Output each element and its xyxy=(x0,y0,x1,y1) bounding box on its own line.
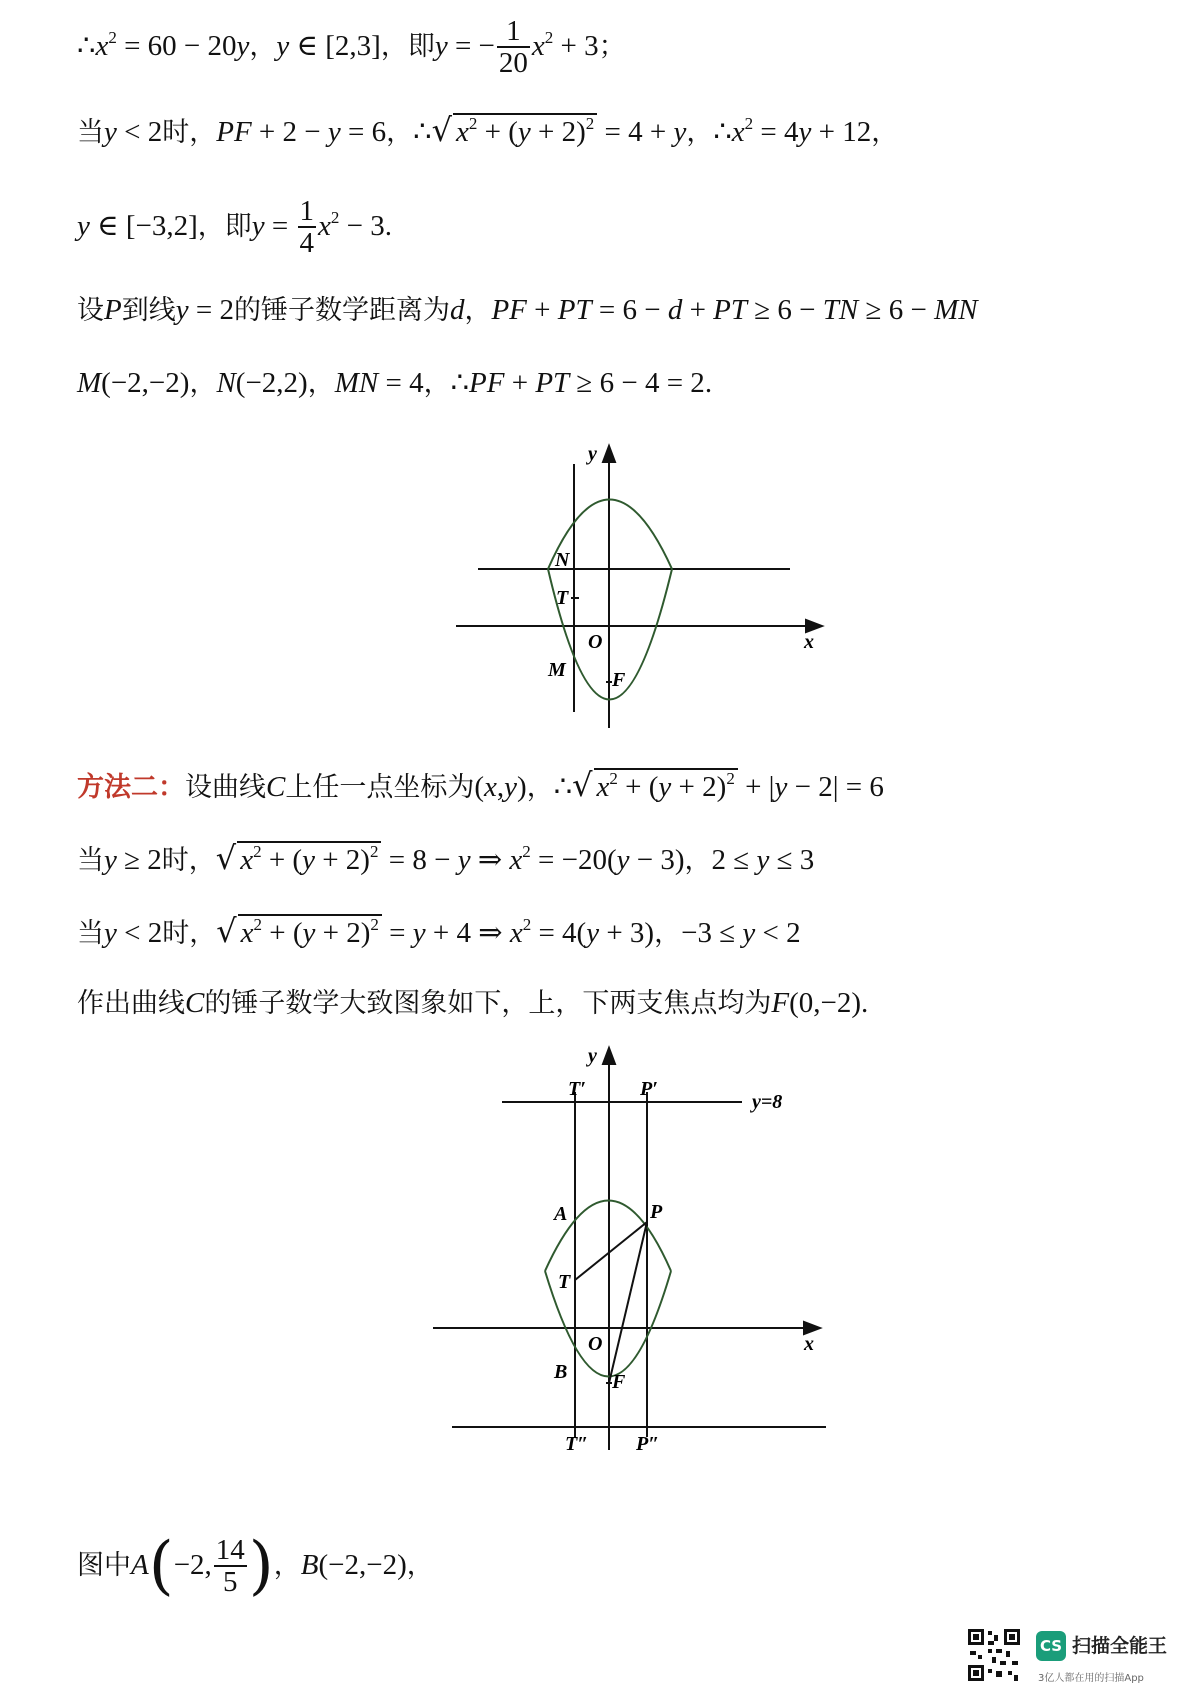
exponent: 2 xyxy=(253,915,262,934)
var-y: y xyxy=(434,30,448,62)
qr-code-icon xyxy=(966,1627,1022,1683)
fig2-label-a: A xyxy=(554,1203,568,1225)
expr: ≥ 6 − 4 = 2 xyxy=(569,367,705,399)
fig2-label-t-prime: T′ xyxy=(568,1078,586,1100)
var-y: y xyxy=(327,116,341,148)
expr: − 3) xyxy=(629,844,685,876)
var-x: x xyxy=(484,771,497,803)
coord: (−2,2) xyxy=(235,367,308,399)
period: . xyxy=(860,987,869,1019)
expr: = 8 − xyxy=(381,844,458,876)
period: . xyxy=(704,367,713,399)
denominator: 5 xyxy=(223,1566,238,1598)
exponent: 2 xyxy=(369,842,379,861)
paren-open: ( xyxy=(148,1529,174,1603)
var-c: C xyxy=(185,987,205,1019)
var-x: x xyxy=(455,116,469,148)
fig1-label-t: T xyxy=(556,587,569,609)
sqrt-sign: √ xyxy=(216,912,237,950)
var-y: y xyxy=(175,294,189,326)
expr: + 2) xyxy=(530,116,586,148)
var-mn: MN xyxy=(334,367,379,399)
therefore-symbol: ∴ xyxy=(413,116,432,148)
exponent: 2 xyxy=(744,114,754,133)
text: 上任一点坐标为 xyxy=(285,772,475,803)
expr: = −20( xyxy=(530,844,617,876)
var-y: y xyxy=(586,917,600,949)
text: 的锤子数学大致图象如下，上，下两支焦点均为 xyxy=(204,988,772,1019)
var-x: x xyxy=(509,844,523,876)
sqrt-sign: √ xyxy=(572,766,593,804)
sqrt-sign: √ xyxy=(215,839,237,877)
var-y: y xyxy=(302,844,315,876)
math-line-10 xyxy=(77,1529,434,1603)
comma: ， xyxy=(423,368,451,399)
var-a: A xyxy=(131,1549,149,1581)
exponent: 2 xyxy=(468,114,478,133)
var-c: C xyxy=(266,771,286,803)
expr: + ( xyxy=(261,844,303,876)
var-pt: PT xyxy=(535,367,570,399)
therefore-symbol: ∴ xyxy=(450,367,470,399)
var-tn: TN xyxy=(822,294,859,326)
exponent: 2 xyxy=(522,842,531,861)
expr: + 4 xyxy=(425,917,471,949)
text-shi: 时， xyxy=(161,845,216,876)
exponent: 2 xyxy=(726,769,735,788)
comma: ， xyxy=(686,117,714,148)
expr: ≤ 3 xyxy=(769,844,815,876)
cs-logo-icon: CS xyxy=(1036,1631,1066,1661)
var-x: x xyxy=(240,844,254,876)
text-dang: 当 xyxy=(77,845,104,876)
expr: −2, xyxy=(173,1549,212,1581)
expr: = 6 xyxy=(340,116,387,148)
var-y: y xyxy=(774,771,788,803)
fig1-label-x: x xyxy=(804,631,814,653)
fig1-label-f: F xyxy=(612,669,626,691)
fig1-label-y: y xyxy=(588,443,597,465)
var-y: y xyxy=(742,917,756,949)
exponent: 2 xyxy=(253,842,262,861)
expr: ≥ 2 xyxy=(116,844,162,876)
text-shi: 时， xyxy=(162,117,217,148)
var-d: d xyxy=(449,294,465,326)
fig1-label-m: M xyxy=(548,659,566,681)
var-x: x xyxy=(509,917,523,949)
expr: + | xyxy=(737,771,775,803)
var-x: x xyxy=(240,917,254,949)
therefore-symbol: ∴ xyxy=(713,116,732,148)
text-dao: 到线 xyxy=(121,295,176,326)
expr: = 4 xyxy=(378,367,424,399)
comma: ， xyxy=(307,368,335,399)
expr: = 4( xyxy=(531,917,587,949)
expr: + 2) xyxy=(671,771,727,803)
comma: ， xyxy=(406,1550,434,1581)
expr: = 60 − 20 xyxy=(116,30,237,62)
expr: = 4 xyxy=(753,116,799,148)
text: 图中 xyxy=(77,1550,131,1581)
var-y: y xyxy=(673,116,687,148)
expr: + xyxy=(526,294,558,326)
fig2-label-f: F xyxy=(612,1371,626,1393)
fig2-label-o: O xyxy=(588,1333,603,1355)
expr: = xyxy=(264,210,296,242)
numerator: 14 xyxy=(215,1534,245,1566)
implies: ⇒ xyxy=(470,844,510,876)
comma: , xyxy=(496,771,505,803)
var-pf: PF xyxy=(469,367,505,399)
var-mn: MN xyxy=(934,294,978,326)
exponent: 2 xyxy=(108,28,117,47)
expr: < 2 xyxy=(755,917,801,949)
app-name: 扫描全能王 xyxy=(1072,1635,1168,1657)
var-y: y xyxy=(457,844,471,876)
coord: (−2,−2) xyxy=(318,1549,407,1581)
therefore-symbol: ∴ xyxy=(77,30,96,62)
var-x: x xyxy=(318,210,331,242)
var-y: y xyxy=(302,917,316,949)
text-ji: ，即 xyxy=(197,211,252,242)
expr: ≥ 6 − xyxy=(747,294,823,326)
expr: + 2) xyxy=(314,844,370,876)
var-y: y xyxy=(616,844,630,876)
exponent: 2 xyxy=(544,28,554,47)
fig2-label-p: P xyxy=(650,1201,663,1223)
paren-close: ) xyxy=(248,1529,274,1603)
fig2-label-x: x xyxy=(804,1333,814,1355)
comma: ， xyxy=(526,772,554,803)
var-pf: PF xyxy=(491,294,527,326)
numerator: 1 xyxy=(299,195,314,227)
comma: ， xyxy=(654,918,682,949)
expr: + 3) xyxy=(599,917,655,949)
expr: < 2 xyxy=(116,116,163,148)
comma: ， xyxy=(273,1550,301,1581)
interval: ∈ [−3,2] xyxy=(89,210,198,242)
numerator: 1 xyxy=(497,16,530,48)
expr: ≥ 6 − xyxy=(858,294,935,326)
var-y: y xyxy=(798,116,812,148)
fig1-label-n: N xyxy=(555,549,570,571)
expr: + 2) xyxy=(315,917,371,949)
text: 作出曲线 xyxy=(77,988,185,1019)
sqrt-sign: √ xyxy=(431,111,452,149)
interval: ∈ [2,3] xyxy=(289,30,381,62)
fig2-label-y8: y=8 xyxy=(752,1091,783,1113)
text-shi: 时， xyxy=(162,918,217,949)
paren: ) xyxy=(517,771,527,803)
fig2-label-y: y xyxy=(588,1045,597,1067)
text-dang: 当 xyxy=(77,918,104,949)
expr: + 3 xyxy=(553,30,599,62)
expr: = 2 xyxy=(188,294,234,326)
expr: + ( xyxy=(477,116,518,148)
coord: (0,−2) xyxy=(789,987,861,1019)
var-y: y xyxy=(412,917,426,949)
comma: ， xyxy=(189,368,217,399)
var-p: P xyxy=(104,294,122,326)
semicolon: ； xyxy=(598,31,626,62)
expr: + 2 − xyxy=(251,116,328,148)
expr: − 2| = 6 xyxy=(787,771,884,803)
comma: ， xyxy=(684,845,712,876)
exponent: 2 xyxy=(585,114,595,133)
expr: = xyxy=(381,917,413,949)
text-ji: ，即 xyxy=(380,31,435,62)
implies: ⇒ xyxy=(471,917,510,949)
paren: ( xyxy=(474,771,485,803)
text-she: 设 xyxy=(77,295,104,326)
expr: + ( xyxy=(617,771,659,803)
var-y: y xyxy=(77,210,90,242)
var-b: B xyxy=(300,1549,319,1581)
var-y: y xyxy=(104,116,117,148)
fig2-label-t-double-prime: T″ xyxy=(565,1433,589,1455)
expr: 2 ≤ xyxy=(711,844,757,876)
expr: + 12 xyxy=(811,116,872,148)
app-tagline: 3亿人都在用的扫描App xyxy=(1038,1673,1144,1684)
denominator: 20 xyxy=(498,47,528,79)
fig2-label-p-prime: P′ xyxy=(640,1078,658,1100)
var-x: x xyxy=(731,116,745,148)
var-m: M xyxy=(77,367,102,399)
var-pt: PT xyxy=(713,294,748,326)
comma: ， xyxy=(871,117,899,148)
method2-title: 方法二： xyxy=(77,772,185,803)
text-distance: 的锤子数学距离为 xyxy=(233,295,450,326)
expr: < 2 xyxy=(116,917,163,949)
var-pt: PT xyxy=(557,294,592,326)
var-y: y xyxy=(658,771,672,803)
var-x: x xyxy=(531,30,545,62)
var-d: d xyxy=(667,294,683,326)
fraction-14-5 xyxy=(214,1535,247,1597)
var-y: y xyxy=(104,844,117,876)
fig2-label-p-double-prime: P″ xyxy=(636,1433,660,1455)
var-f: F xyxy=(771,987,790,1019)
fig2-y-arrow xyxy=(603,1048,615,1064)
var-n: N xyxy=(216,367,236,399)
fig2-label-b: B xyxy=(554,1361,568,1383)
var-y: y xyxy=(756,844,770,876)
expr: + ( xyxy=(262,917,303,949)
fig2-label-t: T xyxy=(558,1271,571,1293)
fig1-label-o: O xyxy=(588,631,603,653)
text-dang: 当 xyxy=(77,117,104,148)
var-y: y xyxy=(104,917,117,949)
var-x: x xyxy=(95,30,109,62)
exponent: 2 xyxy=(522,915,532,934)
expr: = 6 − xyxy=(591,294,668,326)
expr: = − xyxy=(447,30,495,62)
comma: ， xyxy=(464,295,492,326)
var-x: x xyxy=(596,771,610,803)
var-y: y xyxy=(251,210,265,242)
therefore-symbol: ∴ xyxy=(553,771,573,803)
denominator: 4 xyxy=(299,227,314,259)
exponent: 2 xyxy=(330,208,340,227)
scanner-watermark xyxy=(966,1627,1186,1689)
var-y: y xyxy=(517,116,531,148)
text: 设曲线 xyxy=(185,772,266,803)
expr: − 3 xyxy=(339,210,385,242)
var-pf: PF xyxy=(216,116,252,148)
exponent: 2 xyxy=(370,915,379,934)
var-y: y xyxy=(276,30,290,62)
expr: −3 ≤ xyxy=(681,917,743,949)
expr: + xyxy=(682,294,714,326)
exponent: 2 xyxy=(609,769,618,788)
var-y: y xyxy=(504,771,518,803)
expr: + xyxy=(504,367,536,399)
expr: = 4 + xyxy=(597,116,674,148)
coord: (−2,−2) xyxy=(101,367,190,399)
var-y: y xyxy=(236,30,250,62)
comma: ， xyxy=(386,117,414,148)
period: . xyxy=(384,210,392,242)
comma: ， xyxy=(249,31,277,62)
fig2-segment-pf xyxy=(609,1222,647,1383)
